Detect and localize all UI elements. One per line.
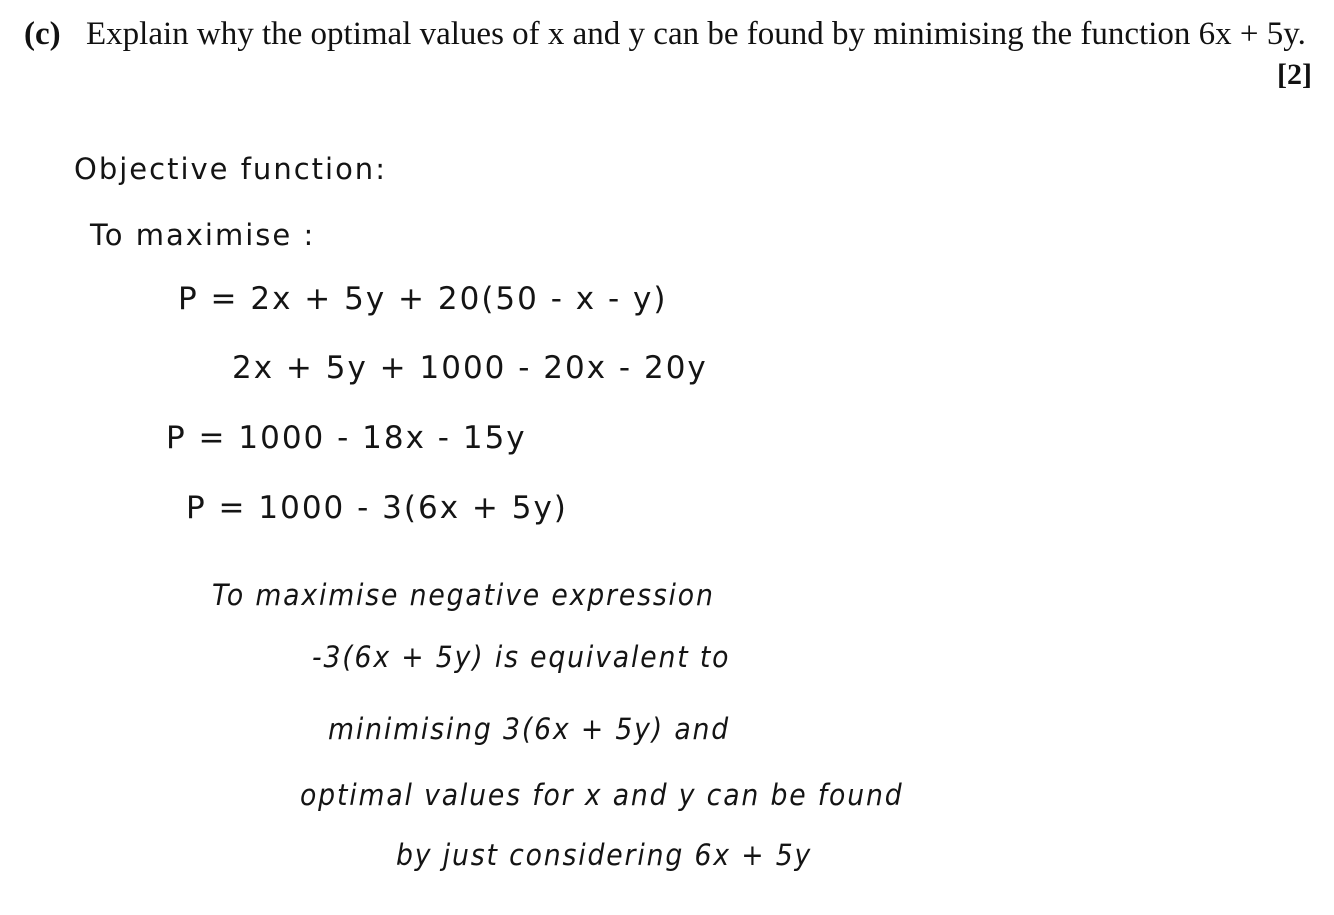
question-line — [24, 14, 1314, 54]
question-part-label: (c) — [24, 16, 61, 52]
answer-line-explanation-5: by just considering 6x + 5y — [396, 838, 813, 872]
answer-line-profit-expression: P = 2x + 5y + 20(50 - x - y) — [178, 281, 668, 317]
answer-line-objective-heading: Objective function: — [74, 152, 387, 186]
answer-line-factorised: P = 1000 - 3(6x + 5y) — [186, 490, 568, 526]
answer-line-explanation-4: optimal values for x and y can be found — [300, 778, 904, 812]
answer-line-explanation-3: minimising 3(6x + 5y) and — [328, 712, 731, 746]
question-text: Explain why the optimal values of x and y can be found by minimising the function 6x + 5y. — [86, 16, 1306, 52]
answer-line-expanded: 2x + 5y + 1000 - 20x - 20y — [232, 350, 708, 386]
answer-line-simplified: P = 1000 - 18x - 15y — [166, 420, 527, 456]
question-marks: [2] — [1277, 58, 1312, 91]
answer-line-explanation-2: -3(6x + 5y) is equivalent to — [312, 640, 731, 674]
answer-line-to-maximise: To maximise : — [90, 218, 316, 252]
answer-line-explanation-1: To maximise negative expression — [212, 578, 715, 612]
